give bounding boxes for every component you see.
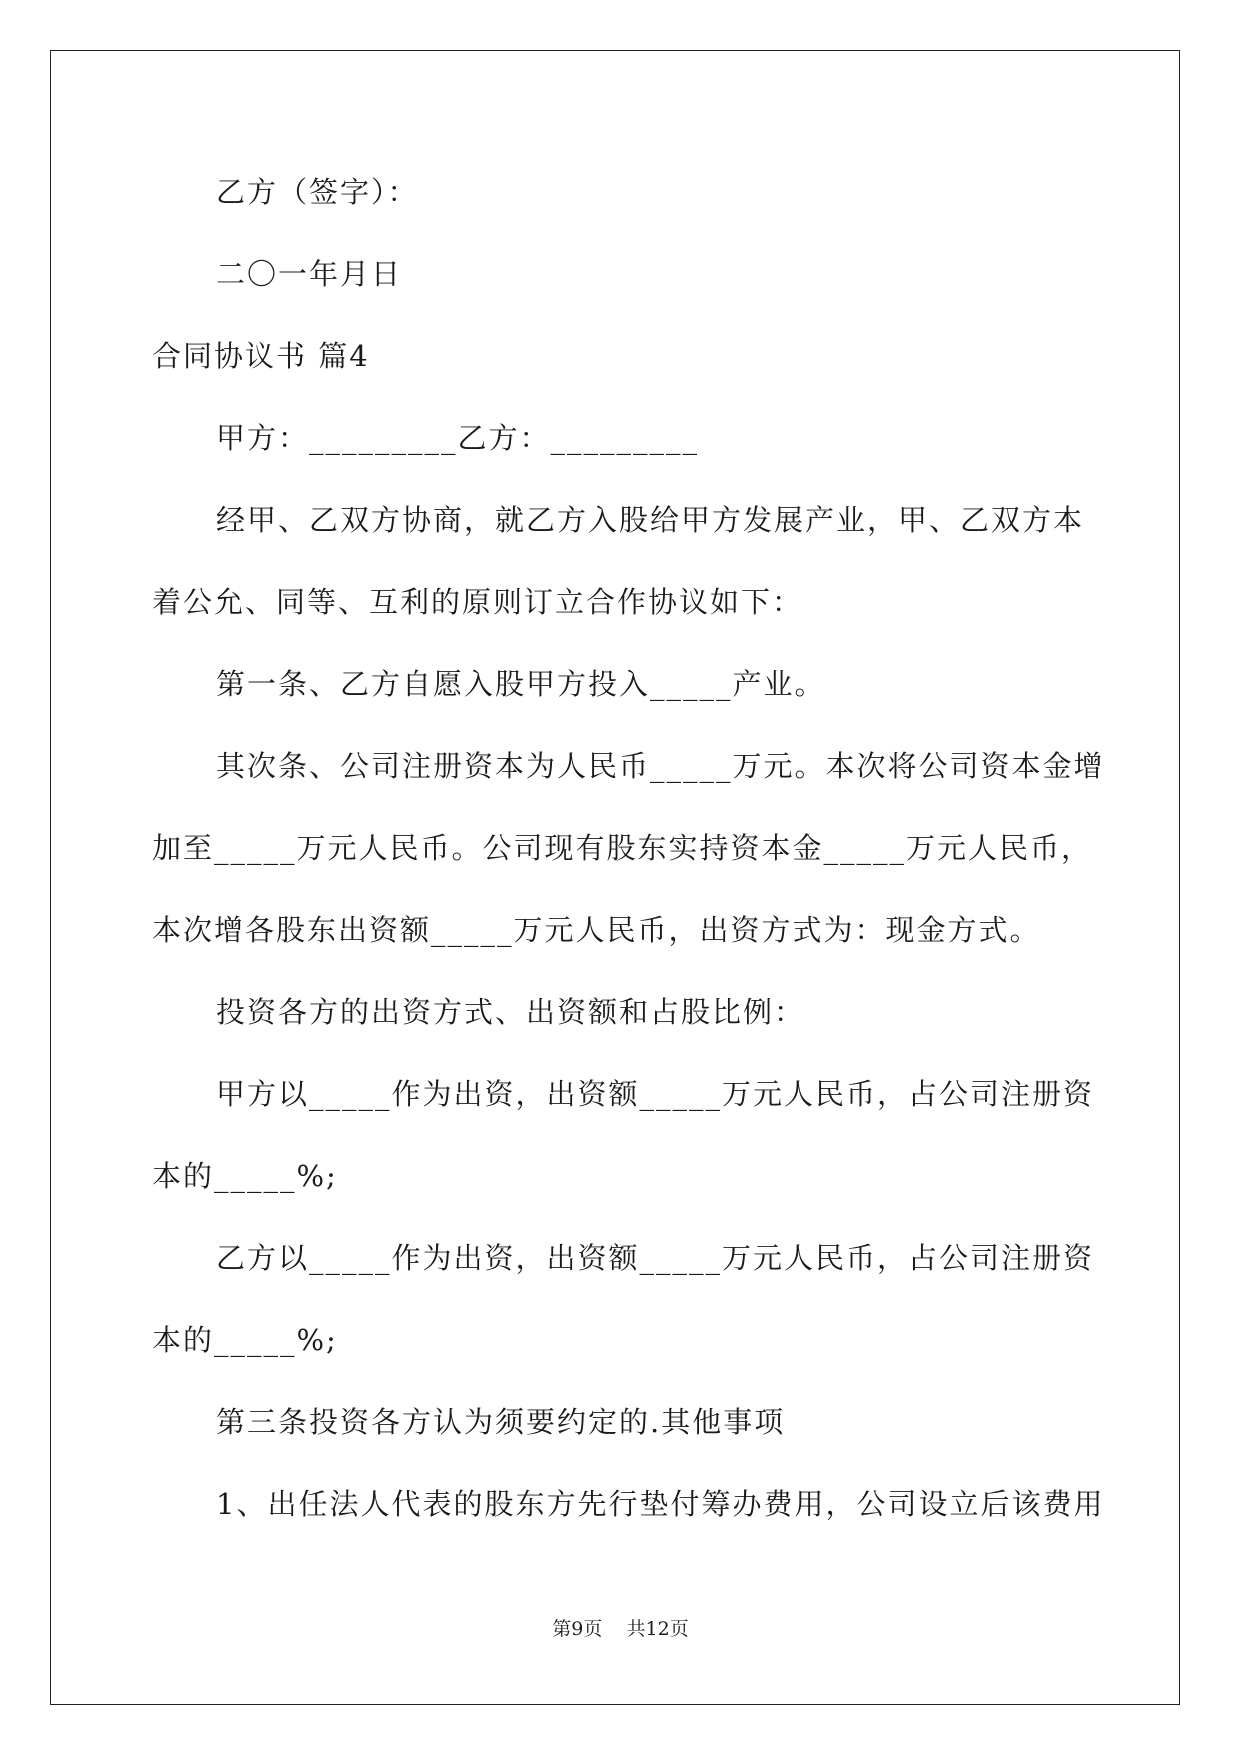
section-heading: 合同协议书 篇4 [152, 339, 370, 373]
paragraph-line: 经甲、乙双方协商，就乙方入股给甲方发展产业，甲、乙双方本 [216, 503, 1085, 537]
article-one-line: 第一条、乙方自愿入股甲方投入_____产业。 [216, 667, 826, 701]
page-number-footer: 第9页 共12页 [552, 1618, 689, 1640]
paragraph-line: 本次增各股东出资额_____万元人民币，出资方式为：现金方式。 [152, 913, 1041, 947]
paragraph-line: 加至_____万元人民币。公司现有股东实持资本金_____万元人民币， [152, 831, 1093, 865]
page-border [50, 50, 1180, 1705]
paragraph-line: 本的_____%; [152, 1159, 338, 1193]
party-a-contribution-line: 甲方以_____作为出资，出资额_____万元人民币，占公司注册资 [216, 1077, 1095, 1111]
article-three-line: 第三条投资各方认为须要约定的.其他事项 [216, 1405, 786, 1439]
party-b-contribution-line: 乙方以_____作为出资，出资额_____万元人民币，占公司注册资 [216, 1241, 1095, 1275]
article-two-line: 其次条、公司注册资本为人民币_____万元。本次将公司资本金增 [216, 749, 1105, 783]
list-item-line: 1、出任法人代表的股东方先行垫付筹办费用，公司设立后该费用 [216, 1487, 1105, 1521]
paragraph-line: 本的_____%; [152, 1323, 338, 1357]
paragraph-line: 投资各方的出资方式、出资额和占股比例： [216, 995, 806, 1029]
signature-line-party-b: 乙方（签字）： [216, 175, 419, 209]
parties-line: 甲方：_________乙方：_________ [216, 421, 700, 455]
date-line: 二〇一年月日 [216, 257, 403, 291]
paragraph-line: 着公允、同等、互利的原则订立合作协议如下： [152, 585, 804, 619]
